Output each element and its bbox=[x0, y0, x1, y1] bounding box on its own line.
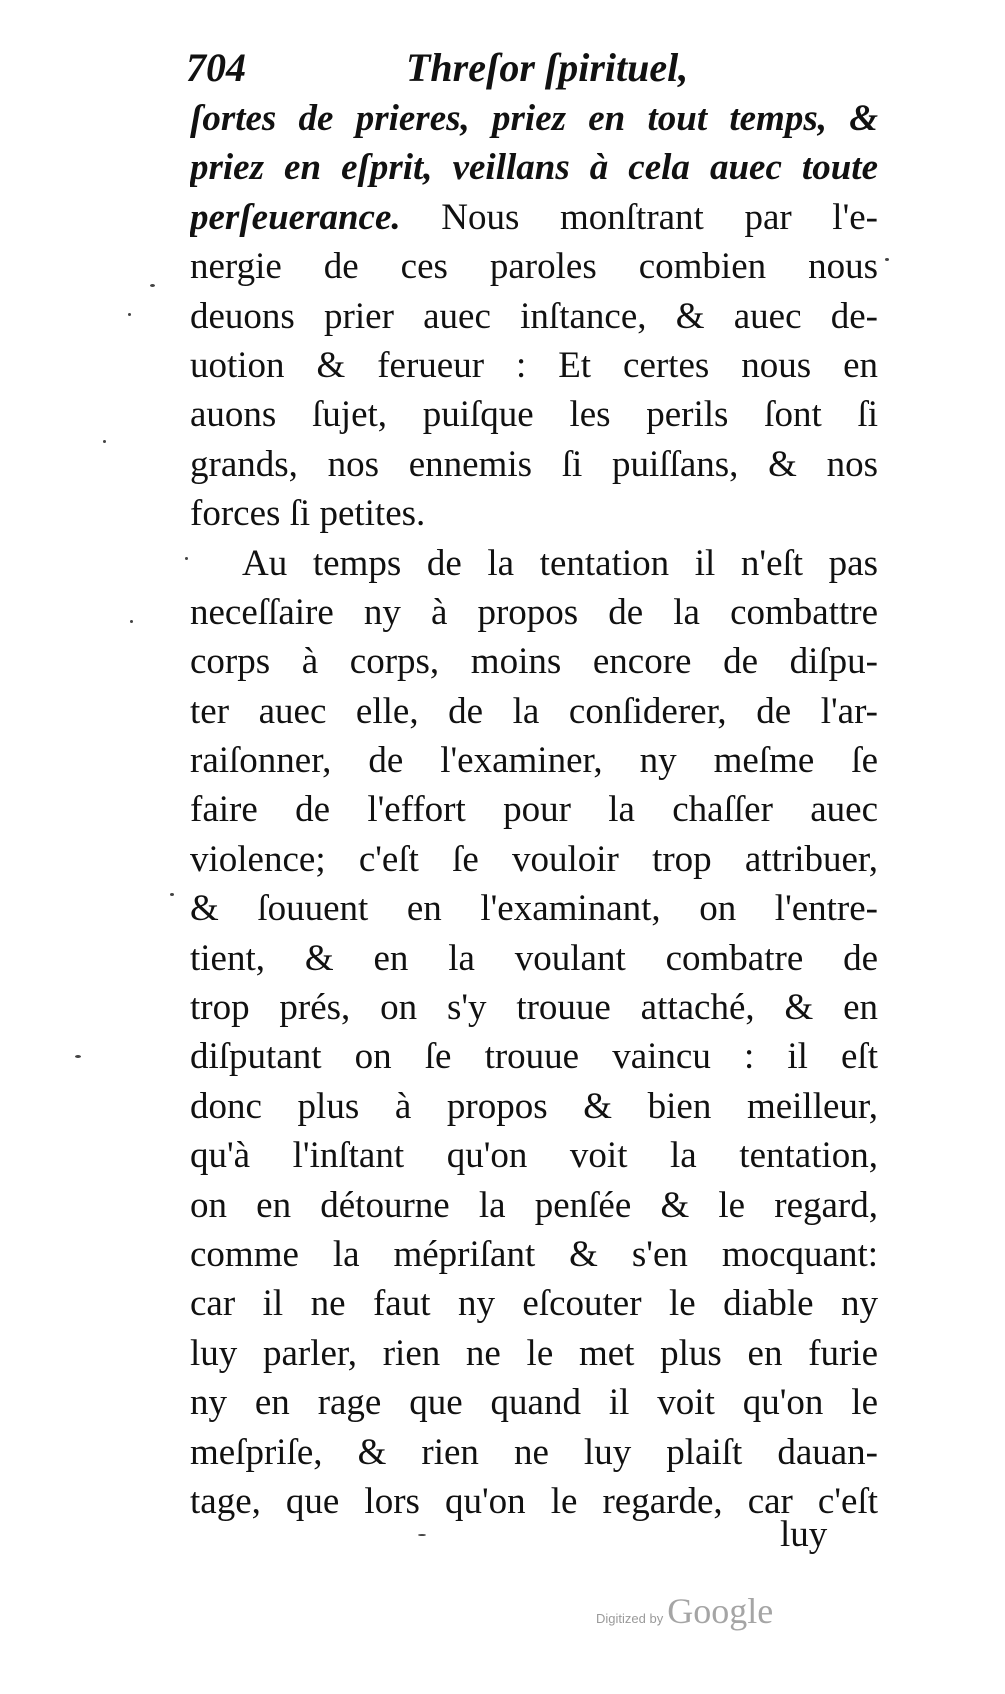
page-number: 704 bbox=[186, 45, 246, 90]
text-line: nergie de ces paroles combien nous bbox=[190, 246, 878, 288]
text-line: auons ſujet, puiſque les perils ſont ſi bbox=[190, 394, 878, 436]
running-title: Threſor ſpirituel, bbox=[406, 45, 689, 90]
scan-speck bbox=[103, 440, 106, 443]
text-line: uotion & ferueur : Et certes nous en bbox=[190, 344, 878, 386]
text-line: ſortes de prieres, priez en tout temps, & bbox=[190, 98, 878, 139]
scan-speck bbox=[885, 258, 889, 261]
text-line: deuons prier auec inſtance, & auec de- bbox=[190, 295, 878, 337]
scan-speck bbox=[185, 557, 188, 560]
text-line: priez en eſprit, veillans à cela auec toute bbox=[190, 147, 878, 189]
watermark-prefix: Digitized by bbox=[596, 1611, 664, 1626]
text-line: luy parler, rien ne le met plus en furie bbox=[190, 1332, 878, 1374]
roman-fragment: Nous monſtrant par l'e- bbox=[441, 196, 878, 238]
text-line: car il ne faut ny eſcouter le diable ny bbox=[190, 1283, 878, 1325]
scan-speck bbox=[75, 1055, 81, 1058]
body-text bbox=[190, 94, 878, 1526]
scan-speck bbox=[170, 893, 174, 896]
scan-speck bbox=[128, 313, 131, 316]
page-header bbox=[186, 40, 746, 96]
watermark-brand: Google bbox=[667, 1591, 774, 1631]
digitization-watermark bbox=[596, 1590, 773, 1632]
scan-speck bbox=[130, 620, 133, 623]
text-line: comme la mépriſant & s'en mocquant: bbox=[190, 1233, 878, 1275]
text-line: raiſonner, de l'examiner, ny meſme ſe bbox=[190, 740, 878, 782]
text-line: forces ſi petites. bbox=[190, 493, 426, 535]
text-line: grands, nos ennemis ſi puiſſans, & nos bbox=[190, 443, 878, 485]
text-line: donc plus à propos & bien meilleur, bbox=[190, 1085, 878, 1127]
italic-fragment: perſeuerance. bbox=[190, 196, 401, 238]
paragraph-start-line: Au temps de la tentation il n'eſt pas bbox=[242, 542, 878, 584]
text-line: tage, que lors qu'on le regarde, car c'eſt bbox=[190, 1480, 878, 1522]
text-line: diſputant on ſe trouue vaincu : il eſt bbox=[190, 1036, 878, 1078]
text-line: violence; c'eſt ſe vouloir trop attribuer, bbox=[190, 838, 878, 880]
text-line: & ſouuent en l'examinant, on l'entre- bbox=[190, 888, 878, 930]
scan-speck bbox=[150, 284, 155, 287]
text-line: neceſſaire ny à propos de la combattre bbox=[190, 591, 878, 633]
text-line: on en détourne la penſée & le regard, bbox=[190, 1184, 878, 1226]
catchword: luy bbox=[780, 1514, 828, 1555]
text-line: faire de l'effort pour la chaſſer auec bbox=[190, 789, 878, 831]
text-line: meſpriſe, & rien ne luy plaiſt dauan- bbox=[190, 1431, 878, 1473]
text-line: qu'à l'inſtant qu'on voit la tentation, bbox=[190, 1135, 878, 1177]
text-line: tient, & en la voulant combatre de bbox=[190, 937, 878, 979]
text-line: ny en rage que quand il voit qu'on le bbox=[190, 1382, 878, 1424]
text-line: ter auec elle, de la conſiderer, de l'ar- bbox=[190, 690, 878, 732]
text-line bbox=[190, 193, 878, 242]
text-line: trop prés, on s'y trouue attaché, & en bbox=[190, 987, 878, 1029]
scan-speck bbox=[418, 1534, 426, 1536]
text-line: corps à corps, moins encore de diſpu- bbox=[190, 641, 878, 683]
